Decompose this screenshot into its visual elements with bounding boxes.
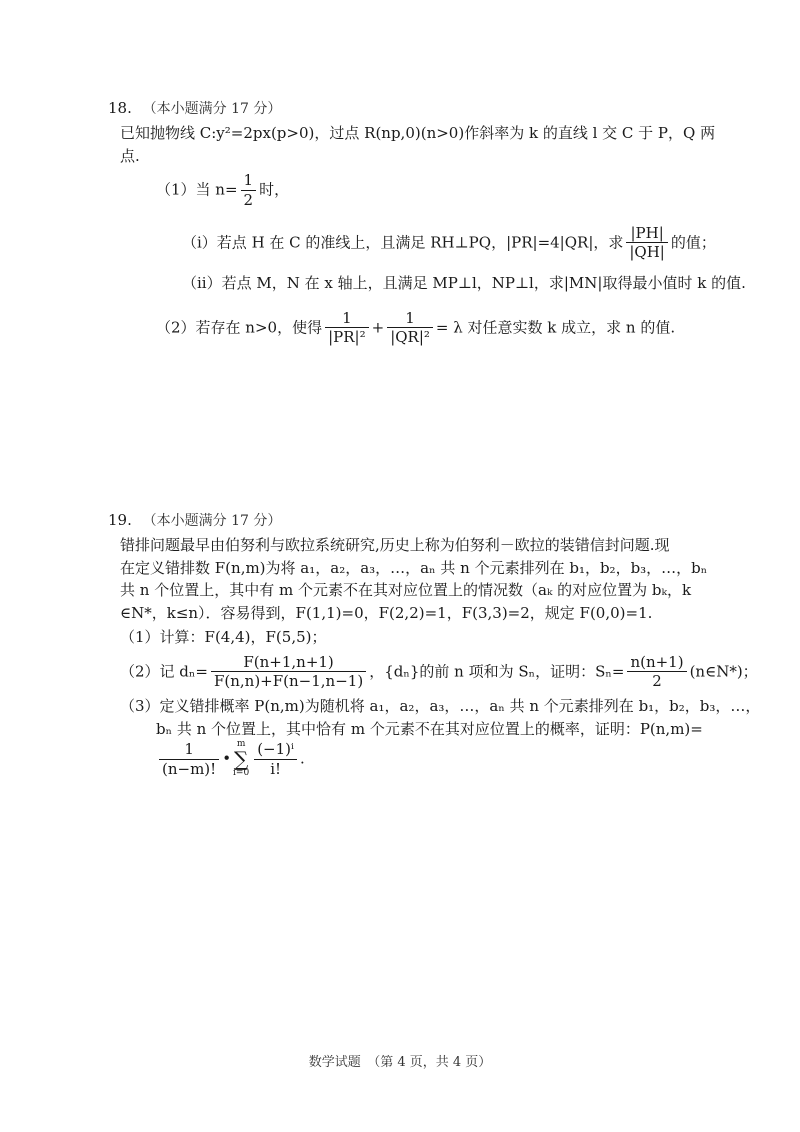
problem-18-stem-line1: 已知抛物线 C:y²=2px(p>0)，过点 R(np,0)(n>0)作斜率为 k 的直线 l 交 C 于 P，Q 两 (120, 124, 716, 142)
problem-19-title (108, 509, 690, 532)
problem-18-part2-lead: （2）若存在 n>0，使得 (156, 317, 323, 336)
fraction-numerator: |PH| (626, 224, 668, 244)
fraction-numerator: (−1)ⁱ (254, 740, 297, 760)
problem-19-part2-fraction-2 (627, 653, 686, 692)
problem-19 (108, 509, 761, 779)
problem-19-number: 19. (108, 511, 132, 529)
problem-18-part1-fraction (241, 171, 257, 210)
fraction-denominator: |QR|² (390, 328, 430, 347)
problem-19-part3-fraction-1 (159, 740, 219, 779)
fraction-numerator: 1 (241, 171, 257, 191)
multiply-dot: • (222, 749, 232, 768)
problem-19-stem-line3: 共 n 个位置上，其中有 m 个元素不在其对应位置上的情况数（aₖ 的对应位置为 bₖ，k (120, 581, 692, 599)
fraction-numerator: 1 (325, 309, 369, 329)
problem-18-stem-line2: 点. (120, 146, 140, 165)
fraction-denominator: 2 (652, 672, 662, 691)
fraction-numerator: n(n+1) (627, 653, 686, 673)
plus-sign: + (371, 317, 385, 336)
problem-18-part1-lead: （1）当 n= (156, 180, 238, 199)
problem-19-part2 (120, 652, 758, 692)
fraction-denominator: i! (270, 759, 282, 778)
summation-lower: i=0 (233, 768, 250, 779)
problem-18-title (108, 97, 690, 120)
summation-sign: ∑ (233, 747, 249, 772)
summation-upper: m (236, 739, 246, 750)
problem-19-part3-fraction-2 (254, 740, 297, 779)
problem-18-part1 (120, 171, 690, 210)
problem-18 (108, 97, 746, 347)
formula-end: . (300, 749, 305, 768)
problem-18-part2 (120, 309, 690, 348)
fraction-denominator: 2 (243, 190, 254, 209)
problem-19-part3-formula (120, 740, 690, 779)
fraction-numerator: 1 (387, 309, 433, 329)
problem-19-part1: （1）计算：F(4,4)，F(5,5)； (120, 628, 327, 646)
fraction-denominator: F(n,n)+F(n−1,n−1) (213, 672, 364, 691)
problem-19-stem-line4: ∈N*，k≤n）．容易得到，F(1,1)=0，F(2,2)=1，F(3,3)=2，规定 F(0,0)=1. (120, 603, 653, 622)
problem-19-stem-line2: 在定义错排数 F(n,m)为将 a₁，a₂，a₃，…，aₙ 共 n 个元素排列在 b₁，b₂，b₃，…，bₙ (120, 558, 708, 577)
problem-18-part2-fraction-1 (325, 309, 369, 348)
problem-18-part2-tail: = λ 对任意实数 k 成立，求 n 的值. (435, 317, 676, 336)
fraction-numerator: F(n+1,n+1) (211, 653, 366, 673)
problem-18-part1-i-lead: （i）若点 H 在 C 的准线上，且满足 RH⊥PQ，|PR|=4|QR|，求 (182, 232, 624, 251)
problem-18-part1-ii: （ii）若点 M，N 在 x 轴上，且满足 MP⊥l，NP⊥l，求|MN|取得最小值时 k 的值. (182, 274, 746, 292)
fraction-numerator: 1 (159, 740, 219, 760)
fraction-denominator: |PR|² (328, 328, 366, 347)
problem-19-part2-lead: （2）记 dₙ= (120, 661, 208, 680)
problem-18-part2-fraction-2 (387, 309, 433, 348)
problem-19-part2-mid: ，{dₙ}的前 n 项和为 Sₙ，证明：Sₙ= (369, 661, 625, 680)
problem-19-part3-line2: bₙ 共 n 个位置上，其中恰有 m 个元素不在其对应位置上的概率，证明：P(n,m)= (156, 719, 703, 738)
page-footer: 数学试题 （第 4 页，共 4 页） (308, 1055, 492, 1070)
summation-symbol (233, 740, 249, 778)
problem-18-part1-tail: 时， (259, 180, 290, 199)
problem-18-number: 18. (108, 99, 132, 117)
fraction-denominator: (n−m)! (162, 759, 217, 778)
problem-18-part1-i-fraction (626, 224, 668, 263)
problem-19-part2-fraction-1 (211, 653, 366, 692)
problem-19-header: （本小题满分 17 分） (142, 513, 282, 529)
problem-18-header: （本小题满分 17 分） (142, 101, 282, 117)
fraction-denominator: |QH| (629, 243, 665, 262)
problem-19-stem-line1: 错排问题最早由伯努利与欧拉系统研究,历史上称为伯努利－欧拉的装错信封问题.现 (120, 536, 670, 554)
problem-18-part1-i-tail: 的值； (670, 232, 716, 251)
problem-18-part1-i (120, 223, 716, 263)
problem-19-part3-line1: （3）定义错排概率 P(n,m)为随机将 a₁，a₂，a₃，…，aₙ 共 n 个元素排列在 b₁，b₂，b₃，…， (120, 697, 761, 715)
problem-19-part2-tail: (n∈N*)； (689, 661, 758, 680)
